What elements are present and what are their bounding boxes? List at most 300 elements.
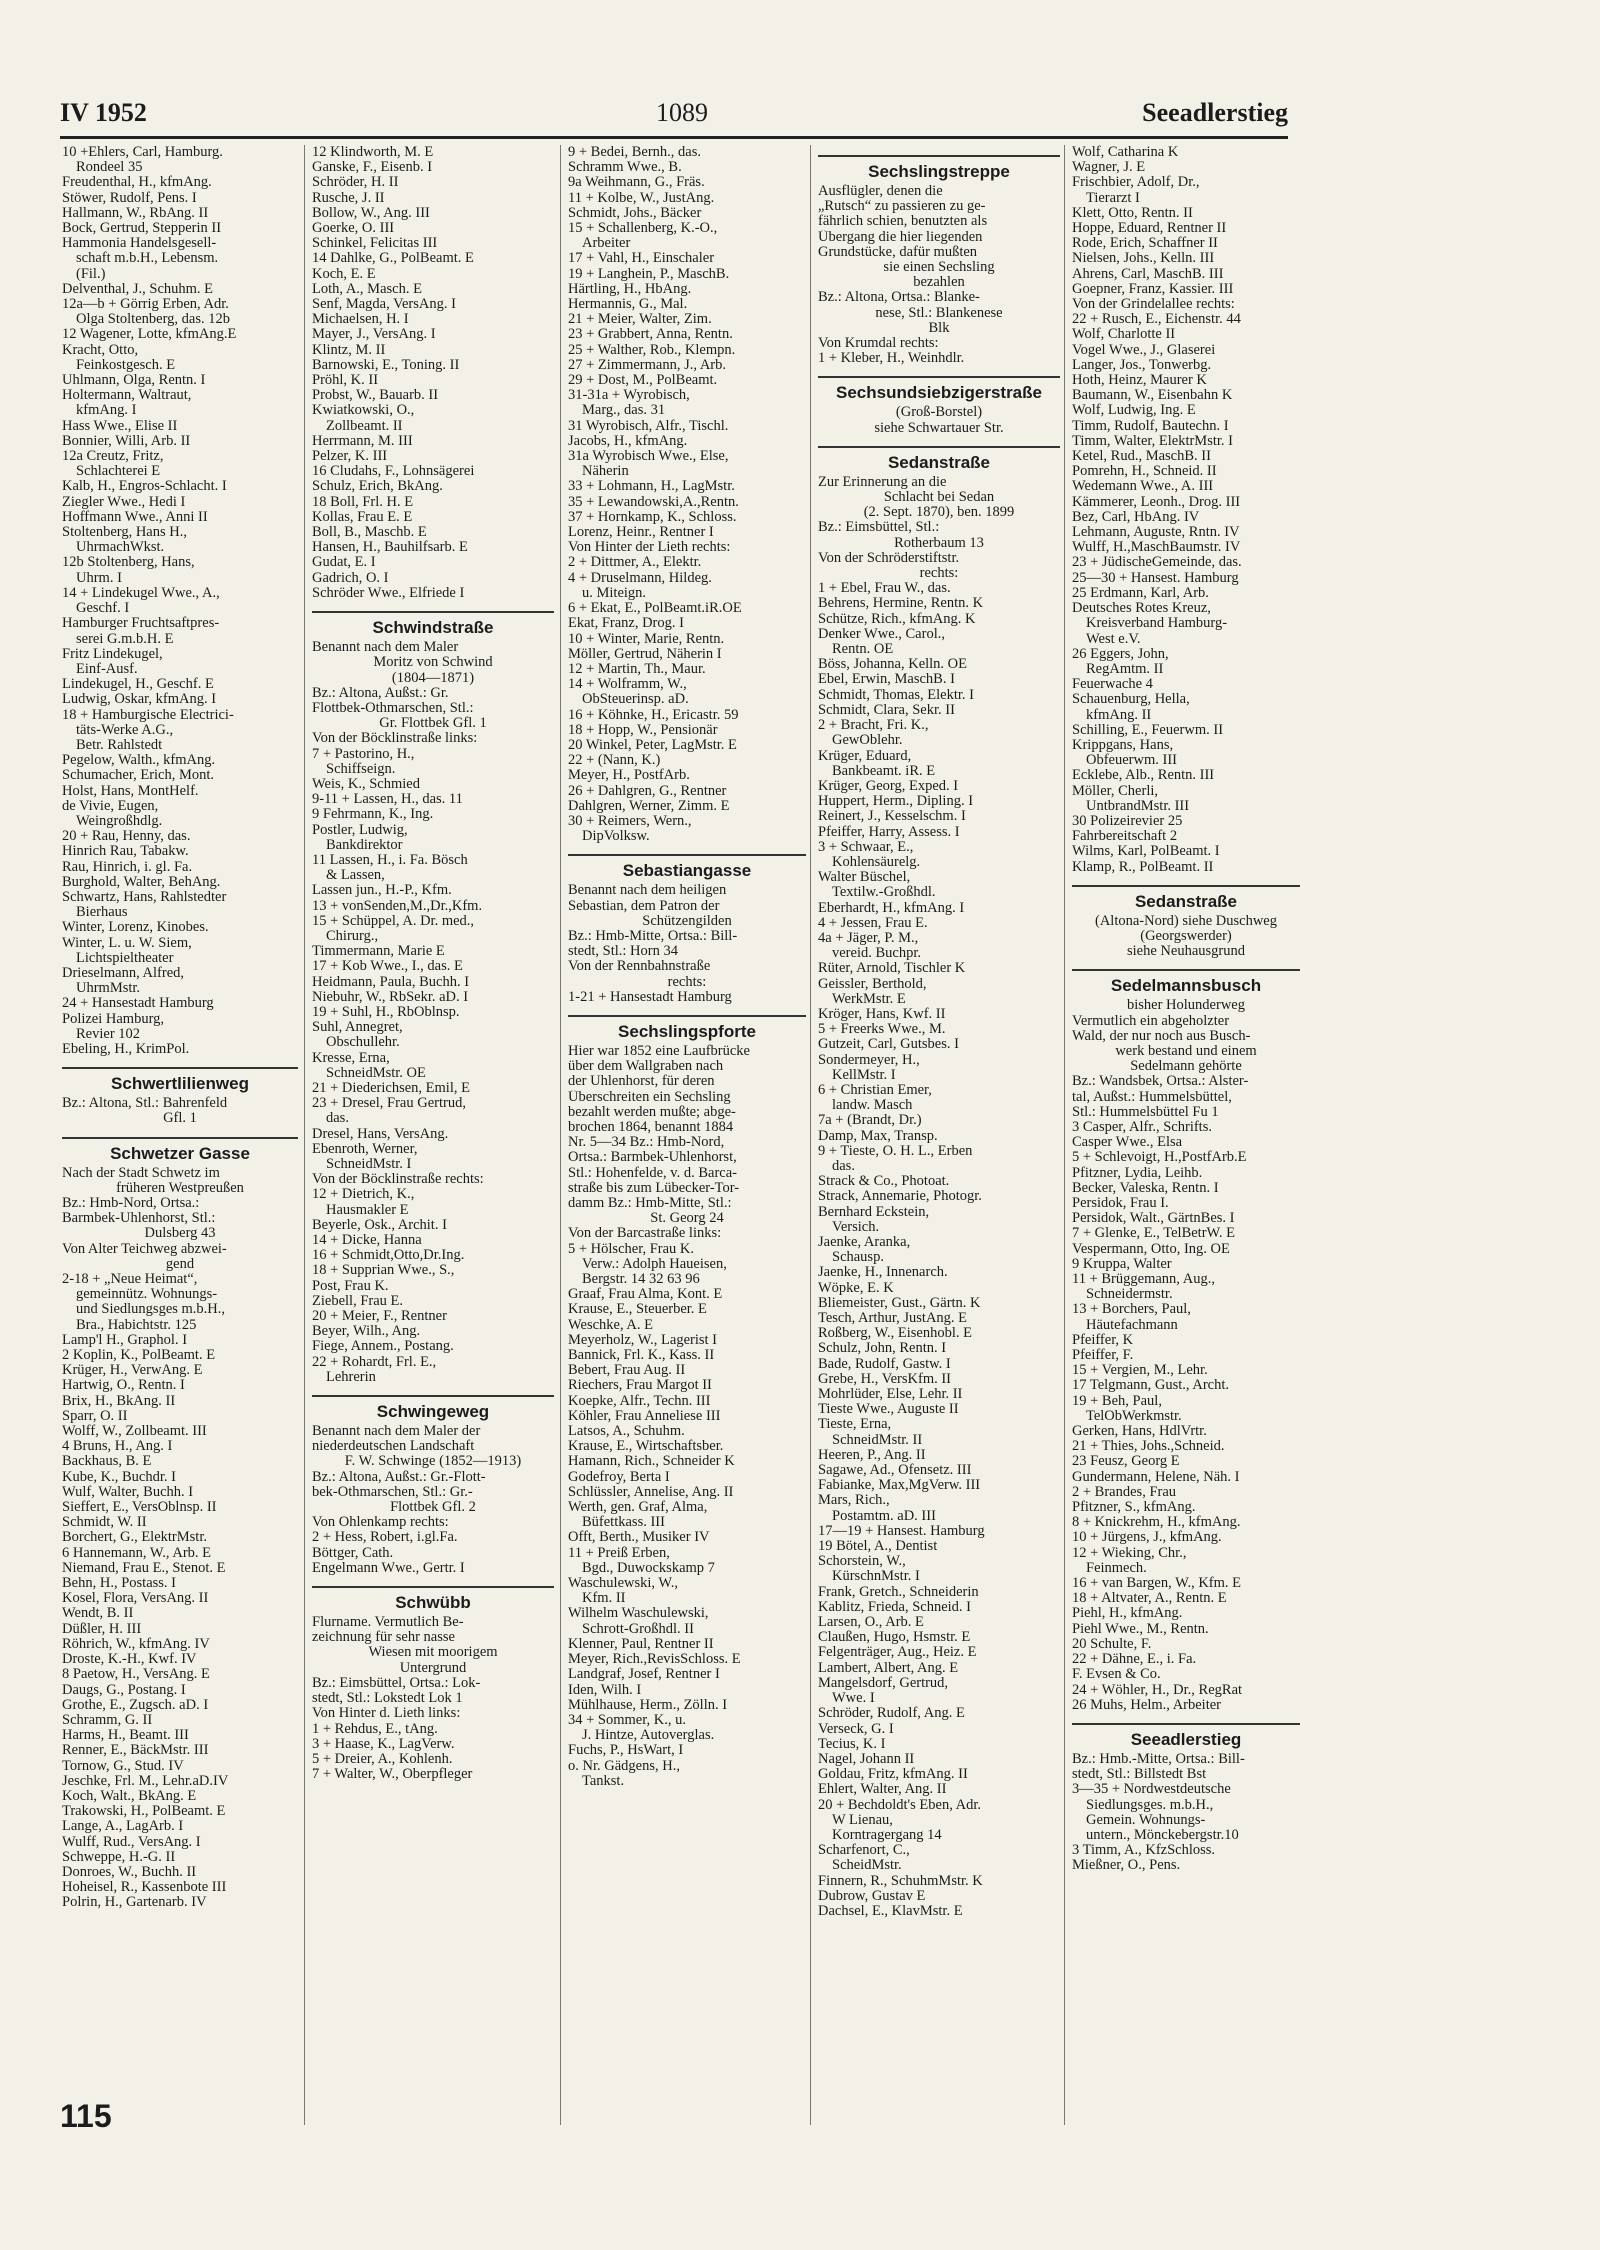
- directory-line: 12 Klindworth, M. E: [312, 145, 434, 160]
- directory-line: Ortsa.: Barmbek-Uhlenhorst,: [568, 1150, 737, 1166]
- directory-line: Bernhard Eckstein,: [818, 1204, 930, 1220]
- directory-line: Überschreiten ein Sechsling: [568, 1089, 731, 1105]
- directory-line: gend: [165, 1256, 195, 1272]
- directory-line: Tieste Wwe., Auguste II: [818, 1402, 959, 1418]
- directory-line: kfmAng. I: [76, 403, 137, 419]
- directory-line: Kube, K., Buchdr. I: [62, 1469, 176, 1485]
- directory-line: schaft m.b.H., Lebensm.: [76, 251, 219, 267]
- directory-line: DipVolksw.: [582, 829, 650, 845]
- directory-line: Postamtm. aD. III: [832, 1508, 936, 1524]
- directory-line: 21 + Diederichsen, Emil, E: [312, 1080, 470, 1096]
- directory-line: Verseck, G. I: [818, 1721, 894, 1737]
- directory-line: Rusche, J. II: [312, 190, 385, 206]
- directory-line: Senf, Magda, VersAng. I: [312, 297, 456, 313]
- directory-line: Sagawe, Ad., Ofensetz. III: [818, 1463, 972, 1479]
- column-divider: [304, 145, 305, 2125]
- directory-line: 3 + Haase, K., LagVerw.: [312, 1736, 455, 1752]
- directory-line: Nach der Stadt Schwetz im: [62, 1165, 220, 1181]
- directory-line: Deutsches Rotes Kreuz,: [1072, 601, 1211, 617]
- directory-line: 20 + Meier, F., Rentner: [312, 1309, 447, 1325]
- directory-line: Sparr, O. II: [62, 1408, 128, 1424]
- directory-line: Behn, H., Postass. I: [62, 1576, 176, 1592]
- directory-line: 3—35 + Nordwestdeutsche: [1072, 1782, 1231, 1798]
- directory-line: Zur Erinnerung an die: [818, 474, 947, 490]
- directory-line: Benannt nach dem heiligen: [568, 883, 727, 899]
- directory-line: Krause, E., Wirtschaftsber.: [568, 1439, 724, 1455]
- directory-line: Bankbeamt. iR. E: [832, 763, 936, 779]
- directory-line: Kosel, Flora, VersAng. II: [62, 1591, 209, 1607]
- street-heading: Sechsundsiebzigerstraße: [818, 376, 1060, 405]
- directory-line: Heeren, P., Ang. II: [818, 1447, 926, 1463]
- directory-line: 14 + Dicke, Hanna: [312, 1233, 422, 1249]
- directory-line: Meyer, Rich.,RevisSchloss. E: [568, 1652, 741, 1668]
- directory-line: 12 Wagener, Lotte, kfmAng.E: [62, 327, 237, 343]
- directory-line: Schlachterei E: [76, 464, 161, 480]
- directory-line: stedt, Stl.: Horn 34: [568, 944, 678, 960]
- directory-line: Hoppe, Eduard, Rentner II: [1072, 221, 1227, 237]
- directory-line: Mangelsdorf, Gertrud,: [818, 1675, 949, 1691]
- directory-line: Latsos, A., Schuhm.: [568, 1424, 685, 1440]
- directory-line: 23 + JüdischeGemeinde, das.: [1072, 555, 1242, 571]
- directory-line: Sondermeyer, H.,: [818, 1052, 920, 1068]
- directory-line: Wwe. I: [832, 1691, 875, 1707]
- directory-line: Goldau, Fritz, kfmAng. II: [818, 1767, 968, 1783]
- column-divider: [1064, 145, 1065, 2125]
- directory-line: 21 + Meier, Walter, Zim.: [568, 312, 712, 328]
- directory-line: 22 + Dähne, E., i. Fa.: [1072, 1652, 1197, 1668]
- directory-line: Tieste, Erna,: [818, 1417, 892, 1433]
- directory-line: Geissler, Berthold,: [818, 976, 927, 992]
- directory-line: Ausflügler, denen die: [818, 184, 943, 199]
- directory-line: Möller, Gertrud, Näherin I: [568, 646, 722, 662]
- directory-line: 12 + Martin, Th., Maur.: [568, 661, 706, 677]
- directory-line: Wolf, Charlotte II: [1072, 327, 1176, 343]
- directory-line: 12a Creutz, Fritz,: [62, 449, 164, 465]
- directory-line: Näherin: [582, 464, 629, 480]
- directory-line: Köhler, Frau Anneliese III: [568, 1408, 721, 1424]
- directory-line: 6 + Christian Emer,: [818, 1082, 932, 1098]
- directory-line: Weschke, A. E: [568, 1317, 654, 1333]
- directory-line: Schneidermstr.: [1086, 1287, 1173, 1303]
- directory-line: 27 + Zimmermann, J., Arb.: [568, 357, 726, 373]
- directory-line: 7 + Walter, W., Oberpfleger: [312, 1767, 473, 1783]
- directory-line: brochen 1864, benannt 1884: [568, 1119, 734, 1135]
- directory-line: Kracht, Otto,: [62, 342, 139, 358]
- directory-line: Persidok, Frau I.: [1072, 1196, 1169, 1211]
- directory-line: 9 + Bedei, Bernh., das.: [568, 145, 702, 160]
- directory-line: Postler, Ludwig,: [312, 822, 408, 838]
- directory-line: Bankdirektor: [326, 837, 403, 853]
- directory-line: 30 Polizeirevier 25: [1072, 813, 1183, 829]
- directory-line: Pröhl, K. II: [312, 373, 379, 389]
- street-heading: Schwetzer Gasse: [62, 1137, 298, 1166]
- directory-line: Wulf, Walter, Buchh. I: [62, 1484, 194, 1500]
- directory-line: Kollas, Frau E. E: [312, 509, 413, 525]
- directory-line: Bz.: Altona, Außst.: Gr.-Flott-: [312, 1469, 486, 1485]
- directory-line: Fiege, Annem., Postang.: [312, 1339, 454, 1355]
- directory-line: UhrmachWkst.: [76, 540, 165, 556]
- directory-line: Gfl. 1: [163, 1111, 197, 1127]
- directory-line: Rondeel 35: [76, 160, 143, 176]
- directory-line: Baumann, W., Eisenbahn K: [1072, 388, 1233, 404]
- directory-line: UhrmMstr.: [76, 981, 141, 997]
- directory-line: Fabianke, Max,MgVerw. III: [818, 1478, 981, 1494]
- directory-line: 26 + Dahlgren, G., Rentner: [568, 783, 727, 799]
- directory-line: nese, Stl.: Blankenese: [875, 305, 1003, 321]
- directory-line: Dulsberg 43: [144, 1226, 216, 1242]
- directory-line: 12a—b + Görrig Erben, Adr.: [62, 297, 229, 313]
- directory-line: 25—30 + Hansest. Hamburg: [1072, 570, 1239, 586]
- directory-line: Von der Schröderstiftstr.: [818, 550, 960, 566]
- directory-line: 2 + Dittmer, A., Elektr.: [568, 555, 702, 571]
- directory-line: Wulff, H.,MaschBaumstr. IV: [1072, 540, 1241, 556]
- directory-line: damm Bz.: Hmb-Mitte, Stl.:: [568, 1196, 732, 1211]
- directory-line: Bierhaus: [76, 905, 128, 921]
- directory-line: Siedlungsges. m.b.H.,: [1086, 1797, 1214, 1813]
- directory-line: 18 Boll, Frl. H. E: [312, 494, 414, 510]
- directory-line: 13 + vonSenden,M.,Dr.,Kfm.: [312, 898, 483, 914]
- directory-line: 6 Hannemann, W., Arb. E: [62, 1545, 212, 1561]
- street-heading: Sebastiangasse: [568, 854, 806, 883]
- directory-line: Kohlensäurelg.: [832, 854, 921, 870]
- directory-line: über dem Wallgraben nach: [568, 1059, 724, 1075]
- directory-line: 15 + Schallenberg, K.-O.,: [568, 221, 718, 237]
- directory-line: Schinkel, Felicitas III: [312, 236, 438, 252]
- directory-line: Pfeiffer, Harry, Assess. I: [818, 824, 960, 840]
- directory-line: Persidok, Walt., GärtnBes. I: [1072, 1211, 1235, 1227]
- directory-line: Flurname. Vermutlich Be-: [312, 1615, 464, 1631]
- directory-line: 33 + Lohmann, H., LagMstr.: [568, 479, 735, 495]
- directory-line: 5 + Hölscher, Frau K.: [568, 1241, 694, 1257]
- street-heading: Seeadlerstieg: [1072, 1723, 1300, 1752]
- directory-line: Schramm Wwe., B.: [568, 160, 682, 176]
- directory-line: rechts:: [667, 974, 707, 990]
- directory-line: 12 + Dietrich, K.,: [312, 1187, 415, 1203]
- directory-line: Schmidt, Thomas, Elektr. I: [818, 687, 974, 703]
- directory-line: Bade, Rudolf, Gastw. I: [818, 1356, 951, 1372]
- directory-line: Larsen, O., Arb. E: [818, 1615, 924, 1631]
- directory-line: Schröder, Rudolf, Ang. E: [818, 1706, 965, 1722]
- directory-line: KürschnMstr. I: [832, 1569, 920, 1585]
- directory-line: Krause, E., Steuerber. E: [568, 1302, 707, 1318]
- directory-line: Bock, Gertrud, Stepperin II: [62, 221, 222, 237]
- directory-line: Kalb, H., Engros-Schlacht. I: [62, 479, 227, 495]
- directory-line: 26 Eggers, John,: [1072, 646, 1169, 662]
- directory-line: Stl.: Hohenfelde, v. d. Barca-: [568, 1165, 737, 1181]
- directory-line: Schlüssler, Annelise, Ang. II: [568, 1484, 734, 1500]
- directory-line: Lange, A., LagArb. I: [62, 1819, 184, 1835]
- directory-line: Schulz, Erich, BkAng.: [312, 479, 443, 495]
- directory-line: Nielsen, Johs., Kelln. III: [1072, 251, 1215, 267]
- directory-line: Waschulewski, W.,: [568, 1576, 678, 1592]
- directory-column-3: [568, 145, 806, 2125]
- directory-line: der Uhlenhorst, für deren: [568, 1074, 715, 1090]
- directory-line: J. Hintze, Autoverglas.: [582, 1728, 715, 1744]
- directory-line: Niemand, Frau E., Stenot. E: [62, 1560, 226, 1576]
- directory-line: Schlacht bei Sedan: [883, 490, 995, 506]
- directory-line: Meyer, H., PostfArb.: [568, 768, 690, 784]
- directory-line: Krüger, H., VerwAng. E: [62, 1363, 203, 1379]
- directory-line: 14 Dahlke, G., PolBeamt. E: [312, 251, 474, 267]
- directory-line: Jaenke, H., Innenarch.: [818, 1265, 948, 1281]
- directory-line: Krüger, Georg, Exped. I: [818, 778, 959, 794]
- directory-line: Böss, Johanna, Kelln. OE: [818, 657, 968, 673]
- directory-line: Flottbek-Othmarschen, Stl.:: [312, 700, 474, 716]
- directory-line: 9 Fehrmann, K., Ing.: [312, 807, 434, 823]
- directory-line: Kwiatkowski, O.,: [312, 403, 415, 419]
- directory-line: Riechers, Frau Margot II: [568, 1378, 712, 1394]
- directory-line: 18 + Hamburgische Electrici-: [62, 707, 234, 723]
- directory-line: 34 + Sommer, K., u.: [568, 1712, 686, 1728]
- directory-line: Lambert, Albert, Ang. E: [818, 1660, 959, 1676]
- directory-line: bisher Holunderweg: [1127, 998, 1245, 1014]
- directory-line: Revier 102: [76, 1026, 141, 1042]
- directory-line: Polrin, H., Gartenarb. IV: [62, 1895, 207, 1911]
- directory-line: SchneidMstr. OE: [326, 1065, 426, 1081]
- directory-line: St. Georg 24: [650, 1211, 724, 1227]
- directory-line: 23 + Grabbert, Anna, Rentn.: [568, 327, 733, 343]
- directory-line: Nagel, Johann II: [818, 1751, 915, 1767]
- directory-line: 22 + Rohardt, Frl. E.,: [312, 1354, 437, 1370]
- directory-line: Von Ohlenkamp rechts:: [312, 1515, 449, 1531]
- directory-line: Wilms, Karl, PolBeamt. I: [1072, 844, 1220, 860]
- directory-line: Krippgans, Hans,: [1072, 737, 1174, 753]
- directory-line: Mühlhause, Herm., Zölln. I: [568, 1697, 728, 1713]
- directory-line: 11 + Kolbe, W., JustAng.: [568, 190, 715, 206]
- directory-line: Schiffseign.: [326, 761, 396, 777]
- column-divider: [560, 145, 561, 2125]
- directory-line: Schröder Wwe., Elfriede I: [312, 585, 465, 601]
- directory-line: Kämmerer, Leonh., Drog. III: [1072, 494, 1241, 510]
- directory-line: 8 Paetow, H., VersAng. E: [62, 1667, 210, 1683]
- street-heading: Schwertlilienweg: [62, 1067, 298, 1096]
- directory-line: Jacobs, H., kfmAng.: [568, 433, 688, 449]
- directory-line: Timmermann, Marie E: [312, 944, 445, 960]
- directory-line: bezahlen: [913, 275, 965, 291]
- directory-line: Tierarzt I: [1086, 190, 1140, 206]
- directory-line: Schröder, H. II: [312, 175, 399, 191]
- directory-line: Übergang die hier liegenden: [818, 229, 983, 245]
- directory-line: Pfitzner, Lydia, Leihb.: [1072, 1165, 1203, 1181]
- directory-line: Schorstein, W.,: [818, 1554, 906, 1570]
- directory-line: 1-21 + Hansestadt Hamburg: [568, 989, 732, 1005]
- street-heading: Schwindstraße: [312, 611, 554, 640]
- directory-line: Renner, E., BäckMstr. III: [62, 1743, 209, 1759]
- directory-line: werk bestand und einem: [1115, 1043, 1257, 1059]
- directory-line: KellMstr. I: [832, 1067, 896, 1083]
- directory-line: Claußen, Hugo, Hsmstr. E: [818, 1630, 971, 1646]
- directory-line: Klintz, M. II: [312, 342, 386, 358]
- directory-line: Schmidt, Clara, Sekr. II: [818, 702, 955, 718]
- directory-line: Timm, Walter, ElektrMstr. I: [1072, 433, 1233, 449]
- directory-line: Bra., Habichtstr. 125: [76, 1317, 197, 1333]
- directory-line: 4a + Jäger, P. M.,: [818, 930, 919, 946]
- directory-line: Ebeling, H., KrimPol.: [62, 1041, 190, 1057]
- directory-line: Lindekugel, H., Geschf. E: [62, 677, 214, 693]
- directory-line: das.: [326, 1111, 349, 1127]
- directory-line: tal, Außst.: Hummelsbüttel,: [1072, 1089, 1232, 1105]
- directory-line: Wolff, W., Zollbeamt. III: [62, 1424, 207, 1440]
- directory-line: Ekat, Franz, Drog. I: [568, 616, 684, 632]
- directory-line: 14 + Wolframm, W.,: [568, 677, 687, 693]
- directory-line: Wendt, B. II: [62, 1606, 134, 1622]
- directory-line: kfmAng. II: [1086, 707, 1152, 723]
- directory-line: Wagner, J. E: [1072, 160, 1146, 176]
- directory-line: Von der Grindelallee rechts:: [1072, 297, 1235, 313]
- directory-line: Hallmann, W., RbAng. II: [62, 205, 209, 221]
- directory-line: Holst, Hans, MontHelf.: [62, 783, 199, 799]
- directory-line: 17 Telgmann, Gust., Archt.: [1072, 1378, 1229, 1394]
- directory-line: 25 + Walther, Rob., Klempn.: [568, 342, 736, 358]
- directory-line: Bollow, W., Ang. III: [312, 205, 430, 221]
- directory-line: 11 Lassen, H., i. Fa. Bösch: [312, 852, 468, 868]
- directory-line: Schweppe, H.-G. II: [62, 1849, 176, 1865]
- directory-line: Mießner, O., Pens.: [1072, 1858, 1181, 1874]
- directory-line: ScheidMstr.: [832, 1858, 902, 1874]
- directory-line: Mohrlüder, Else, Lehr. II: [818, 1387, 963, 1403]
- directory-line: Uhlmann, Olga, Rentn. I: [62, 373, 206, 389]
- directory-line: Böttger, Cath.: [312, 1545, 394, 1561]
- directory-line: 16 + van Bargen, W., Kfm. E: [1072, 1576, 1242, 1592]
- directory-line: 15 + Vergien, M., Lehr.: [1072, 1363, 1208, 1379]
- directory-line: Huppert, Herm., Dipling. I: [818, 794, 974, 810]
- directory-line: Engelmann Wwe., Gertr. I: [312, 1560, 465, 1576]
- directory-line: Strack & Co., Photoat.: [818, 1174, 950, 1190]
- directory-line: Hammonia Handelsgesell-: [62, 236, 217, 252]
- directory-column-4: [818, 145, 1060, 2125]
- directory-line: Vespermann, Otto, Ing. OE: [1072, 1241, 1230, 1257]
- directory-line: Barnowski, E., Toning. II: [312, 357, 460, 373]
- directory-line: 14 + Lindekugel Wwe., A.,: [62, 585, 220, 601]
- directory-line: Hamann, Rich., Schneider K: [568, 1454, 735, 1470]
- directory-line: 2 + Brandes, Frau: [1072, 1484, 1177, 1500]
- directory-line: Werth, gen. Graf, Alma,: [568, 1500, 708, 1516]
- directory-line: Hausmakler E: [326, 1202, 409, 1218]
- directory-line: Lehrerin: [326, 1369, 376, 1385]
- directory-line: Benannt nach dem Maler der: [312, 1424, 481, 1440]
- directory-line: Hamburger Fruchtsaftpres-: [62, 616, 220, 632]
- directory-line: 4 Bruns, H., Ang. I: [62, 1439, 173, 1455]
- directory-line: Von Alter Teichweg abzwei-: [62, 1241, 227, 1257]
- directory-line: stedt, Stl.: Billstedt Bst: [1072, 1767, 1207, 1783]
- directory-line: Klamp, R., PolBeamt. II: [1072, 859, 1214, 875]
- directory-line: straße bis zum Lübecker-Tor-: [568, 1180, 740, 1196]
- header-rule: [60, 136, 1288, 139]
- directory-line: Marg., das. 31: [582, 403, 666, 419]
- directory-line: Heidmann, Paula, Buchh. I: [312, 974, 470, 990]
- directory-line: Verw.: Adolph Haueisen,: [582, 1256, 727, 1272]
- directory-line: Bz.: Altona, Ortsa.: Blanke-: [818, 290, 980, 306]
- directory-line: Dachsel, E., KlavMstr. E: [818, 1903, 963, 1919]
- directory-line: Von Hinter der Lieth rechts:: [568, 540, 731, 556]
- directory-line: Trakowski, H., PolBeamt. E: [62, 1804, 226, 1820]
- directory-line: 5 + Dreier, A., Kohlenh.: [312, 1751, 453, 1767]
- directory-line: 2 + Bracht, Fri. K.,: [818, 718, 929, 734]
- directory-line: Winter, Lorenz, Kinobes.: [62, 920, 209, 936]
- directory-line: Wiesen mit moorigem: [368, 1645, 498, 1661]
- directory-line: Koch, Walt., BkAng. E: [62, 1788, 197, 1804]
- directory-line: Bz.: Hmb-Nord, Ortsa.:: [62, 1196, 200, 1211]
- header-page-number: 1089: [656, 98, 708, 127]
- directory-line: Behrens, Hermine, Rentn. K: [818, 596, 984, 612]
- directory-line: Scharfenort, C.,: [818, 1843, 910, 1859]
- directory-line: bezahlt werden mußte; abge-: [568, 1104, 736, 1120]
- directory-line: Dubrow, Gustav E: [818, 1888, 926, 1904]
- directory-line: 18 + Supprian Wwe., S.,: [312, 1263, 455, 1279]
- directory-line: Rentn. OE: [832, 642, 894, 658]
- directory-line: u. Miteign.: [582, 585, 647, 601]
- directory-line: 7 + Pastorino, H.,: [312, 746, 415, 762]
- directory-line: 1 + Kleber, H., Weinhdlr.: [818, 351, 965, 367]
- directory-line: Piehl, H., kfmAng.: [1072, 1606, 1183, 1622]
- directory-line: Lehmann, Auguste, Rntn. IV: [1072, 525, 1240, 541]
- directory-line: 25 Erdmann, Karl, Arb.: [1072, 585, 1209, 601]
- directory-line: Denker Wwe., Carol.,: [818, 626, 945, 642]
- directory-line: Feinmech.: [1086, 1560, 1147, 1576]
- directory-line: Harms, H., Beamt. III: [62, 1728, 189, 1744]
- directory-line: Häutefachmann: [1086, 1317, 1178, 1333]
- directory-line: Damp, Max, Transp.: [818, 1128, 938, 1144]
- directory-line: Bz.: Eimsbüttel, Ortsa.: Lok-: [312, 1675, 481, 1691]
- directory-line: Kröger, Hans, Kwf. II: [818, 1006, 946, 1022]
- directory-line: 24 + Wöhler, H., Dr., RegRat: [1072, 1682, 1243, 1698]
- directory-line: Pfeiffer, K: [1072, 1332, 1134, 1348]
- directory-line: Hoth, Heinz, Maurer K: [1072, 373, 1207, 389]
- directory-line: 1 + Rehdus, E., tAng.: [312, 1721, 438, 1737]
- directory-line: F. W. Schwinge (1852—1913): [344, 1454, 522, 1470]
- directory-line: Von der Böcklinstraße rechts:: [312, 1172, 484, 1188]
- directory-line: Von der Barcastraße links:: [568, 1226, 722, 1242]
- directory-line: SchneidMstr. I: [326, 1157, 412, 1172]
- directory-line: 22 + Rusch, E., Eichenstr. 44: [1072, 312, 1241, 328]
- directory-line: 9-11 + Lassen, H., das. 11: [312, 792, 463, 808]
- directory-line: Schulz, John, Rentn. I: [818, 1341, 947, 1357]
- directory-line: Gerken, Hans, HdlVrtr.: [1072, 1424, 1207, 1440]
- directory-line: 30 + Reimers, Wern.,: [568, 813, 692, 829]
- directory-line: 7 + Glenke, E., TelBetrW. E: [1072, 1226, 1236, 1242]
- directory-line: Schumacher, Erich, Mont.: [62, 768, 215, 784]
- directory-line: 19 + Langhein, P., MaschB.: [568, 266, 730, 282]
- directory-line: Röhrich, W., kfmAng. IV: [62, 1636, 210, 1652]
- directory-line: Freudenthal, H., kfmAng.: [62, 175, 212, 191]
- directory-line: Chirurg.,: [326, 928, 379, 944]
- directory-line: Hass Wwe., Elise II: [62, 418, 178, 434]
- page-header: [60, 92, 1288, 136]
- directory-line: Rüter, Arnold, Tischler K: [818, 961, 966, 977]
- directory-line: Feuerwache 4: [1072, 677, 1153, 693]
- directory-line: zeichnung für sehr nasse: [312, 1630, 455, 1646]
- directory-line: 31-31a + Wyrobisch,: [568, 388, 690, 404]
- directory-line: RegAmtm. II: [1086, 661, 1164, 677]
- directory-line: 31 Wyrobisch, Alfr., Tischl.: [568, 418, 729, 434]
- directory-line: Timm, Rudolf, Bautechn. I: [1072, 418, 1229, 434]
- directory-line: Ecklebe, Alb., Rentn. III: [1072, 768, 1215, 784]
- directory-line: (Georgswerder): [1140, 928, 1232, 944]
- directory-line: 9 + Tieste, O. H. L., Erben: [818, 1143, 973, 1159]
- directory-line: Grebe, H., VersKfm. II: [818, 1371, 952, 1387]
- directory-line: Lamp'l H., Graphol. I: [62, 1332, 188, 1348]
- directory-line: 10 +Ehlers, Carl, Hamburg.: [62, 145, 223, 160]
- directory-line: Schütze, Rich., kfmAng. K: [818, 611, 976, 627]
- directory-line: 11 + Preiß Erben,: [568, 1545, 670, 1561]
- street-heading: Schwingeweg: [312, 1395, 554, 1424]
- directory-line: 17 + Kob Wwe., I., das. E: [312, 959, 463, 975]
- directory-line: Ebenroth, Werner,: [312, 1141, 418, 1157]
- directory-line: Herrmann, M. III: [312, 433, 413, 449]
- directory-line: Schwartz, Hans, Rahlstedter: [62, 889, 227, 905]
- directory-line: 18 + Hopp, W., Pensionär: [568, 722, 718, 738]
- directory-line: Koch, E. E: [312, 266, 376, 282]
